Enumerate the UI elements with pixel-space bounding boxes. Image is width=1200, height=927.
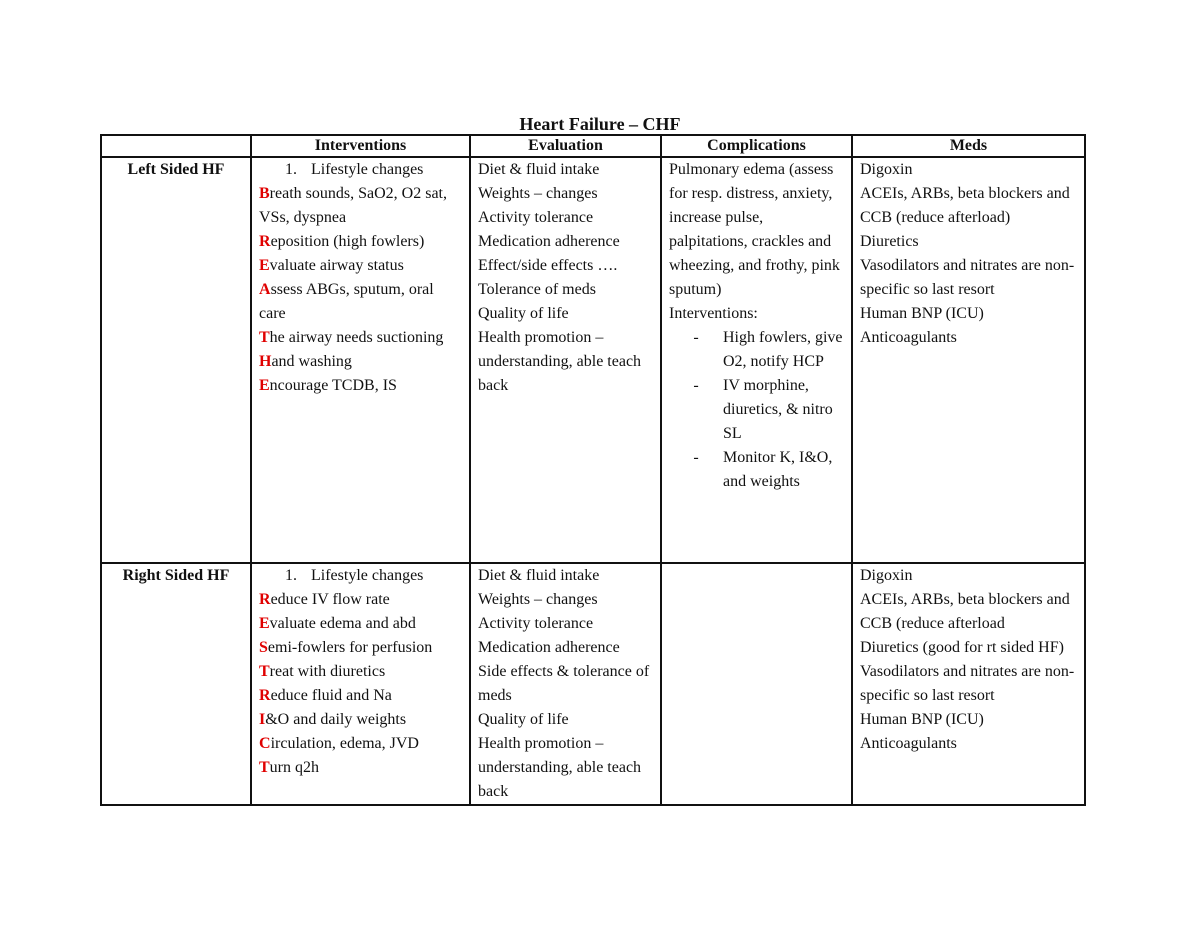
- header-row: [101, 135, 1085, 157]
- interventions-cell: [251, 157, 470, 563]
- mnemonic-item: Reduce fluid and Na: [259, 687, 392, 704]
- row-right-sided-hf: [101, 563, 1085, 805]
- mnemonic-letter: E: [259, 377, 270, 394]
- evaluation-item: Diet & fluid intake: [478, 567, 600, 584]
- med-item: Human BNP (ICU): [860, 711, 984, 728]
- mnemonic-letter: R: [259, 591, 271, 608]
- evaluation-item: Weights – changes: [478, 591, 598, 608]
- complication-bullet: - IV morphine, diuretics, & nitro SL: [693, 377, 833, 442]
- row-left-sided-hf: [101, 157, 1085, 563]
- mnemonic-item: Evaluate airway status: [259, 257, 404, 274]
- evaluation-item: Health promotion – understanding, able teach back: [478, 735, 642, 800]
- evaluation-item: Medication adherence: [478, 639, 620, 656]
- med-item: Anticoagulants: [860, 735, 957, 752]
- evaluation-item: Quality of life: [478, 305, 569, 322]
- mnemonic-item: I&O and daily weights: [259, 711, 407, 728]
- complications-cell-empty: [661, 563, 852, 805]
- mnemonic-item: Treat with diuretics: [259, 663, 386, 680]
- header-evaluation: Evaluation: [470, 135, 661, 157]
- mnemonic-item: Reposition (high fowlers): [259, 233, 425, 250]
- complication-interventions-label: Interventions:: [669, 305, 758, 322]
- complication-text: Pulmonary edema (assess for resp. distress, anxiety, increase pulse, palpitations, crackles and wheezing, and frothy, pink sputum): [669, 161, 840, 298]
- evaluation-cell: [470, 563, 661, 805]
- mnemonic-item: Hand washing: [259, 353, 352, 370]
- med-item: ACEIs, ARBs, beta blockers and CCB (reduce afterload): [860, 185, 1070, 226]
- mnemonic-letter: S: [259, 639, 268, 656]
- mnemonic-letter: T: [259, 759, 270, 776]
- complications-cell: [661, 157, 852, 563]
- evaluation-item: Weights – changes: [478, 185, 598, 202]
- med-item: Anticoagulants: [860, 329, 957, 346]
- mnemonic-item: Assess ABGs, sputum, oral care: [259, 281, 434, 322]
- mnemonic-letter: E: [259, 615, 270, 632]
- mnemonic-item: Circulation, edema, JVD: [259, 735, 419, 752]
- header-empty: [101, 135, 251, 157]
- interventions-cell: [251, 563, 470, 805]
- med-item: Human BNP (ICU): [860, 305, 984, 322]
- header-complications: Complications: [661, 135, 852, 157]
- mnemonic-item: The airway needs suctioning: [259, 329, 444, 346]
- mnemonic-item: Evaluate edema and abd: [259, 615, 416, 632]
- numbered-item: 1. Lifestyle changes: [285, 567, 424, 584]
- mnemonic-letter: R: [259, 233, 271, 250]
- mnemonic-letter: E: [259, 257, 270, 274]
- evaluation-item: Activity tolerance: [478, 209, 594, 226]
- mnemonic-letter: H: [259, 353, 272, 370]
- evaluation-cell: [470, 157, 661, 563]
- numbered-item: 1. Lifestyle changes: [285, 161, 424, 178]
- mnemonic-letter: B: [259, 185, 270, 202]
- complication-bullet: - Monitor K, I&O, and weights: [693, 449, 833, 490]
- header-meds: Meds: [852, 135, 1085, 157]
- header-interventions: Interventions: [251, 135, 470, 157]
- mnemonic-letter: T: [259, 329, 270, 346]
- evaluation-item: Side effects & tolerance of meds: [478, 663, 650, 704]
- mnemonic-item: Turn q2h: [259, 759, 319, 776]
- med-item: Vasodilators and nitrates are non-specific so last resort: [860, 257, 1075, 298]
- mnemonic-letter: R: [259, 687, 271, 704]
- page-title: Heart Failure – CHF: [519, 114, 681, 134]
- med-item: Vasodilators and nitrates are non-specific so last resort: [860, 663, 1075, 704]
- mnemonic-letter: T: [259, 663, 270, 680]
- mnemonic-item: Reduce IV flow rate: [259, 591, 390, 608]
- mnemonic-letter: C: [259, 735, 271, 752]
- mnemonic-item: Breath sounds, SaO2, O2 sat, VSs, dyspnea: [259, 185, 447, 226]
- evaluation-item: Diet & fluid intake: [478, 161, 600, 178]
- mnemonic-letter: A: [259, 281, 271, 298]
- evaluation-item: Activity tolerance: [478, 615, 594, 632]
- row-label: Left Sided HF: [101, 157, 251, 563]
- meds-cell: [852, 563, 1085, 805]
- row-label: Right Sided HF: [101, 563, 251, 805]
- evaluation-item: Health promotion – understanding, able teach back: [478, 329, 642, 394]
- mnemonic-letter: I: [259, 711, 266, 728]
- med-item: Diuretics: [860, 233, 919, 250]
- med-item: Diuretics (good for rt sided HF): [860, 639, 1064, 656]
- med-item: Digoxin: [860, 567, 913, 584]
- evaluation-item: Effect/side effects ….: [478, 257, 618, 274]
- evaluation-item: Quality of life: [478, 711, 569, 728]
- chf-table: [100, 134, 1086, 806]
- mnemonic-item: Encourage TCDB, IS: [259, 377, 397, 394]
- evaluation-item: Medication adherence: [478, 233, 620, 250]
- mnemonic-item: Semi-fowlers for perfusion: [259, 639, 433, 656]
- med-item: ACEIs, ARBs, beta blockers and CCB (reduce afterload: [860, 591, 1070, 632]
- evaluation-item: Tolerance of meds: [478, 281, 596, 298]
- med-item: Digoxin: [860, 161, 913, 178]
- meds-cell: [852, 157, 1085, 563]
- complication-bullet: - High fowlers, give O2, notify HCP: [693, 329, 843, 370]
